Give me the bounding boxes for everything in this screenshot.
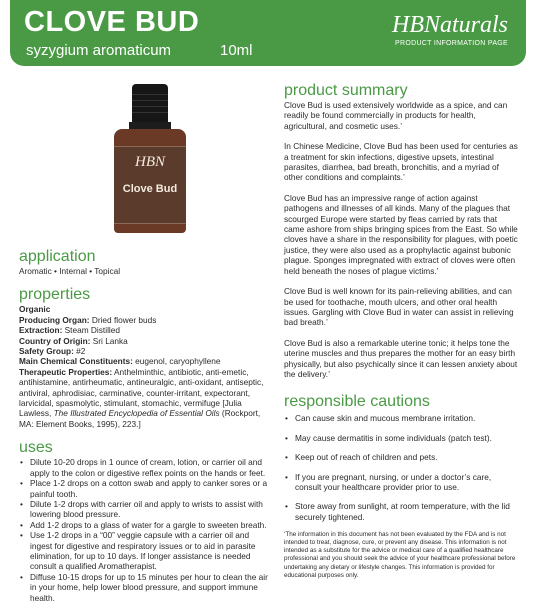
summary-paragraph: Clove Bud has an impressive range of action against pathogens and illnesses of all kinds. Many of the plagues that scourged Europe were started by fleas carried by rats that came ashore from ships bringing spices from the East. So while cloves have a share in the responsibility for plagues, with poetic justice, they were also used as a prophylactic against bubonic plague. Sponges impregnated with extract of cloves were often held beneath the noses of plague victims.’ (284, 192, 518, 276)
cautions-section (284, 393, 518, 579)
application-methods: Aromatic • Internal • Topical (19, 266, 121, 276)
list-item: • Can cause skin and mucous membrane irritation. (284, 413, 518, 423)
constituents-label: Main Chemical Constituents: (19, 356, 133, 367)
product-title: CLOVE BUD (24, 6, 200, 38)
brand-logo: HBNaturals (391, 12, 508, 38)
list-item: • Store away from sunlight, at room temperature, with the lid securely tightened. (284, 501, 518, 522)
properties-heading: properties (19, 286, 91, 304)
properties-text (19, 304, 273, 429)
brand-subtitle: PRODUCT INFORMATION PAGE (395, 40, 508, 47)
product-bottle-image (19, 72, 273, 242)
list-item: • Dilute 1-2 drops with carrier oil and apply to wrists to assist with lowering blood pressure. (19, 499, 273, 520)
summary-section (284, 82, 518, 379)
uses-section (19, 439, 273, 603)
bottle-product-name: Clove Bud (122, 183, 178, 195)
application-section (19, 248, 273, 276)
cautions-heading: responsible cautions (284, 393, 430, 411)
citation-end: (Rockport, MA: Element Books, 1995), 223.] (19, 408, 261, 429)
organic-label: Organic (19, 304, 51, 315)
properties-section (19, 286, 273, 429)
list-item: • Diffuse 10-15 drops for up to 15 minutes per hour to clean the air in your home, help lower blood pressure, and support immune health. (19, 572, 273, 603)
list-item: • Place 1-2 drops on a cotton swab and apply to canker sores or a painful tooth. (19, 478, 273, 499)
producing-organ-label: Producing Organ: (19, 314, 90, 325)
summary-paragraph: In Chinese Medicine, Clove Bud has been used for centuries as a treatment for skin infections, digestive upsets, intestinal parasites, diarrhea, bad breath, bronchitis, and a myriad of other conditions and complaints.’ (284, 141, 518, 183)
summary-heading: product summary (284, 82, 408, 99)
list-item: • Add 1-2 drops to a glass of water for a gargle to sweeten breath. (19, 520, 273, 530)
uses-heading: uses (19, 439, 53, 457)
botanical-name: syzygium aromaticum (26, 42, 172, 59)
list-item: • Keep out of reach of children and pets. (284, 452, 518, 462)
bottle-cap (132, 84, 168, 124)
list-item: • May cause dermatitis in some individuals (patch test). (284, 433, 518, 443)
origin-value: Sri Lanka (90, 335, 128, 346)
header-banner (10, 0, 526, 66)
cautions-list (284, 413, 518, 522)
fda-disclaimer: ‘The information in this document has not been evaluated by the FDA and is not intended to treat, diagnose, cure, or prevent any disease. This information is not intended as a substitute for the advice or medical care of a qualified healthcare professional and you should seek the advice of your healthcare professional before undertaking any dietary or lifestyle changes. This information is provided for educational purposes only. (284, 531, 516, 579)
summary-paragraph: Clove Bud is well known for its pain-relieving abilities, and can be used for toothache, mouth ulcers, and other oral health issues. Gargling with Clove Bud in water can assist in relieving bad breath.’ (284, 286, 514, 328)
origin-label: Country of Origin: (19, 335, 91, 346)
therapeutic-label: Therapeutic Properties: (19, 366, 113, 377)
extraction-value: Steam Distilled (62, 325, 120, 336)
list-item: • If you are pregnant, nursing, or under a doctor’s care, consult your healthcare provider prior to use. (284, 472, 518, 493)
left-column (19, 72, 273, 603)
list-item: • Use 1-2 drops in a “00” veggie capsule with a carrier oil and ingest for digestive and respiratory issues or to aid in parasite elimination, for up to 10 days. If longer assistance is needed consult a qualified Aromatherapist. (19, 530, 273, 572)
safety-group-label: Safety Group: (19, 346, 74, 357)
list-item: • Dilute 10-20 drops in 1 ounce of cream, lotion, or carrier oil and apply to the colon or digestive reflex points on the hands or feet. (19, 457, 273, 478)
therapeutic-value: Anthelminthic, antibiotic, anti-emetic, antihistamine, antirheumatic, antineuralgic, anti-oxidant, antiseptic, antiviral, aphrodisiac, carminative, counter-irritant, expectorant, larvicidal, spasmolytic, stimulant, stomachic, vermifuge [Julia Lawless, (19, 366, 264, 419)
constituents-value: eugenol, caryophyllene (132, 356, 221, 367)
bottle-logo: HBN (135, 154, 165, 170)
producing-organ-value: Dried flower buds (89, 314, 157, 325)
citation-book-title: The Illustrated Encyclopedia of Essential Oils (53, 408, 220, 419)
bottle-label (114, 146, 186, 224)
extraction-label: Extraction: (19, 325, 63, 336)
product-volume: 10ml (220, 42, 253, 59)
summary-paragraph: Clove Bud is used extensively worldwide as a spice, and can readily be found commercially in products for health, agricultural, and cosmetic uses.’ (284, 100, 508, 131)
safety-group-value: #2 (73, 346, 86, 357)
uses-list (19, 457, 273, 603)
summary-paragraph: Clove Bud is also a remarkable uterine tonic; it helps tone the uterine muscles and thus prepares the mother for an easy birth physically, but also psychically since it can lessen anxiety about the delivery.’ (284, 337, 518, 379)
right-column (284, 82, 518, 580)
application-heading: application (19, 248, 96, 265)
brand-block (392, 13, 508, 47)
